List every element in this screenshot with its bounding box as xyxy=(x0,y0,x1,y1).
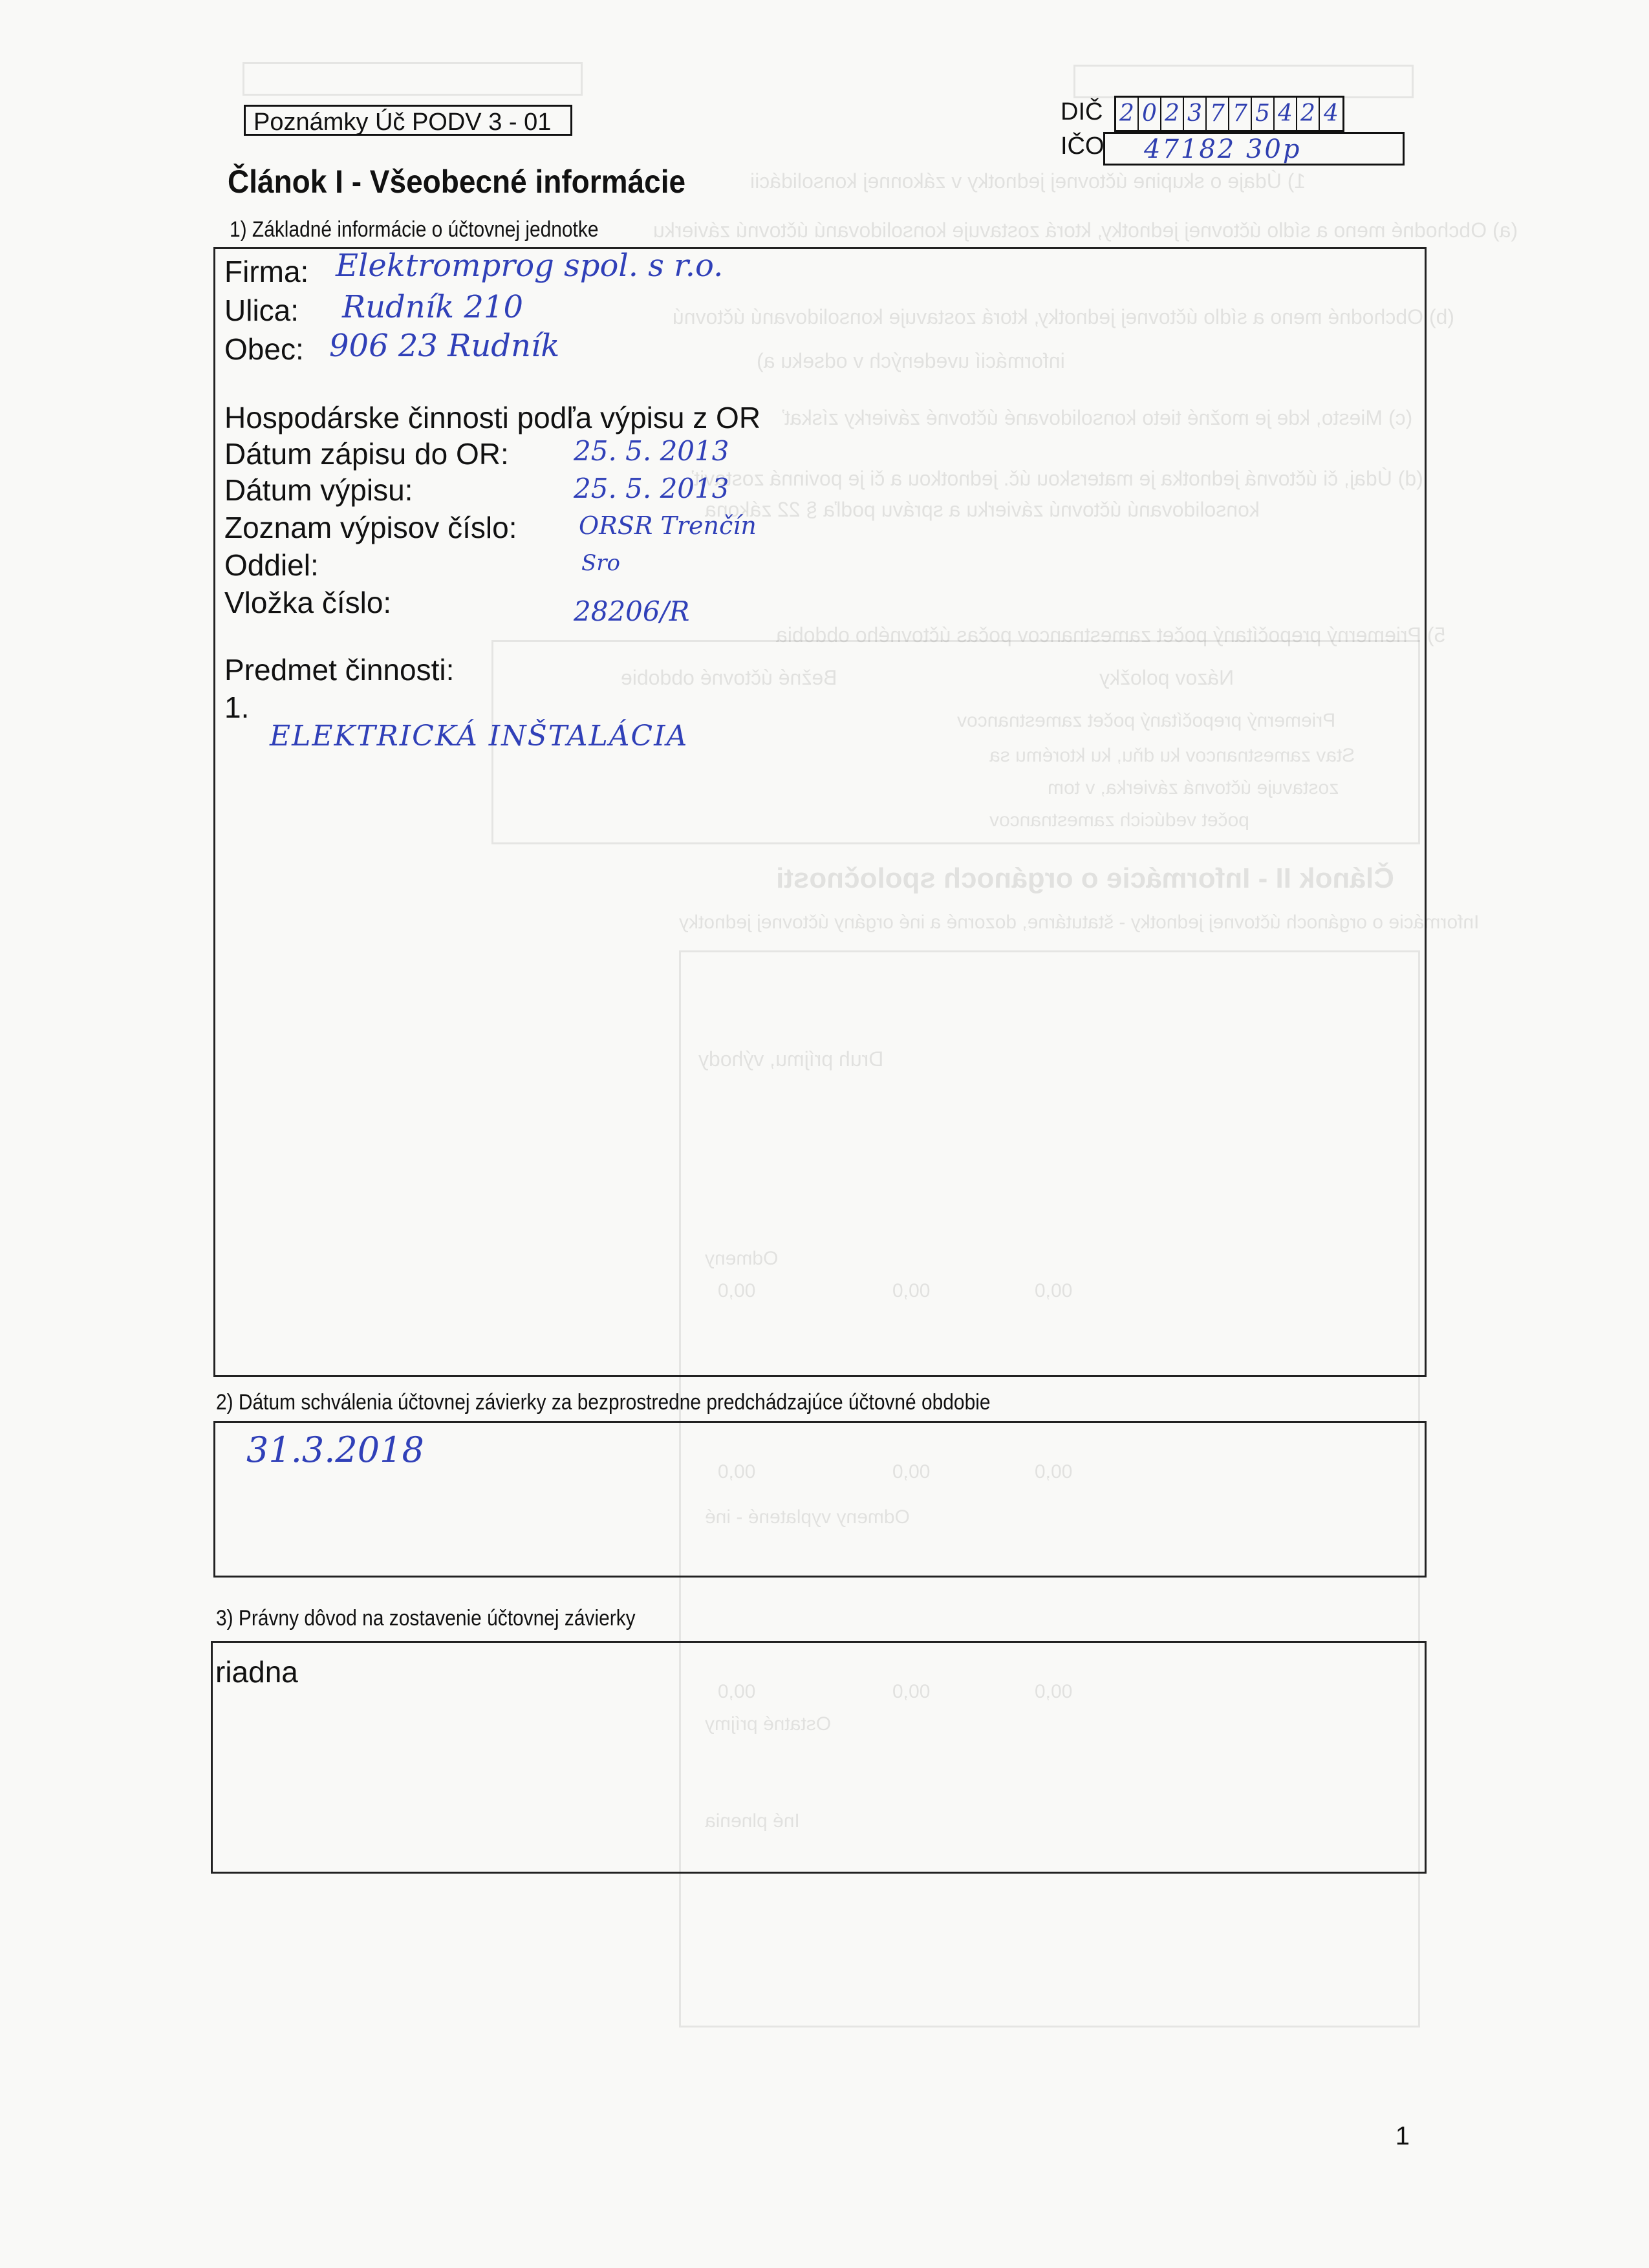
dic-digit: 4 xyxy=(1275,98,1297,130)
article-title: Článok I - Všeobecné informácie xyxy=(228,164,686,200)
firma-value: Elektromprog spol. s r.o. xyxy=(336,248,724,284)
dic-digit: 5 xyxy=(1252,98,1275,130)
zoznam-value: ORSR Trenčín xyxy=(579,511,757,540)
section3-value: riadna xyxy=(215,1655,298,1689)
vlozka-label: Vložka číslo: xyxy=(224,586,392,619)
dic-digit: 7 xyxy=(1207,98,1229,130)
dic-digit: 4 xyxy=(1324,100,1339,127)
predmet-item-value: ELEKTRICKÁ INŠTALÁCIA xyxy=(270,720,689,753)
obec-label: Obec: xyxy=(224,332,304,366)
datum-vypisu-value: 25. 5. 2013 xyxy=(574,473,729,504)
vlozka-value: 28206/R xyxy=(574,595,690,627)
datum-zapisu-label: Dátum zápisu do OR: xyxy=(224,437,509,471)
datum-zapisu-value: 25. 5. 2013 xyxy=(574,435,729,467)
section1-label: 1) Základné informácie o účtovnej jednotke xyxy=(230,217,599,242)
section3-box xyxy=(211,1641,1427,1874)
dic-digit: 2 xyxy=(1297,98,1320,130)
section2-label: 2) Dátum schválenia účtovnej závierky za bezprostredne predchádzajúce účtovné obdobie xyxy=(216,1390,991,1415)
dic-digit: 2 xyxy=(1161,98,1184,130)
predmet-label: Predmet činnosti: xyxy=(224,653,455,687)
activities-heading: Hospodárske činnosti podľa výpisu z OR xyxy=(224,401,761,434)
ico-label: IČO xyxy=(1061,133,1105,160)
dic-digit: 0 xyxy=(1139,98,1161,130)
ico-field: 47182 30p xyxy=(1103,132,1405,166)
dic-digit: 7 xyxy=(1229,98,1252,130)
predmet-item-number: 1. xyxy=(224,690,250,724)
section1-box xyxy=(213,247,1427,1377)
page-number: 1 xyxy=(1395,2122,1410,2150)
section2-value: 31.3.2018 xyxy=(246,1429,424,1470)
oddiel-value: Sro xyxy=(581,550,621,576)
dic-field xyxy=(1114,96,1344,132)
dic-label: DIČ xyxy=(1061,98,1103,125)
datum-vypisu-label: Dátum výpisu: xyxy=(224,473,413,507)
dic-digit: 3 xyxy=(1184,98,1207,130)
zoznam-label: Zoznam výpisov číslo: xyxy=(224,511,517,544)
obec-value: 906 23 Rudník xyxy=(329,328,560,364)
dic-digit: 2 xyxy=(1116,98,1139,130)
section3-label: 3) Právny dôvod na zostavenie účtovnej závierky xyxy=(216,1606,636,1631)
ulica-value: Rudník 210 xyxy=(342,289,524,325)
oddiel-label: Oddiel: xyxy=(224,548,319,582)
firma-label: Firma: xyxy=(224,255,309,288)
section2-box xyxy=(213,1421,1427,1578)
ulica-label: Ulica: xyxy=(224,294,299,327)
form-code: Poznámky Úč PODV 3 - 01 xyxy=(244,105,572,136)
